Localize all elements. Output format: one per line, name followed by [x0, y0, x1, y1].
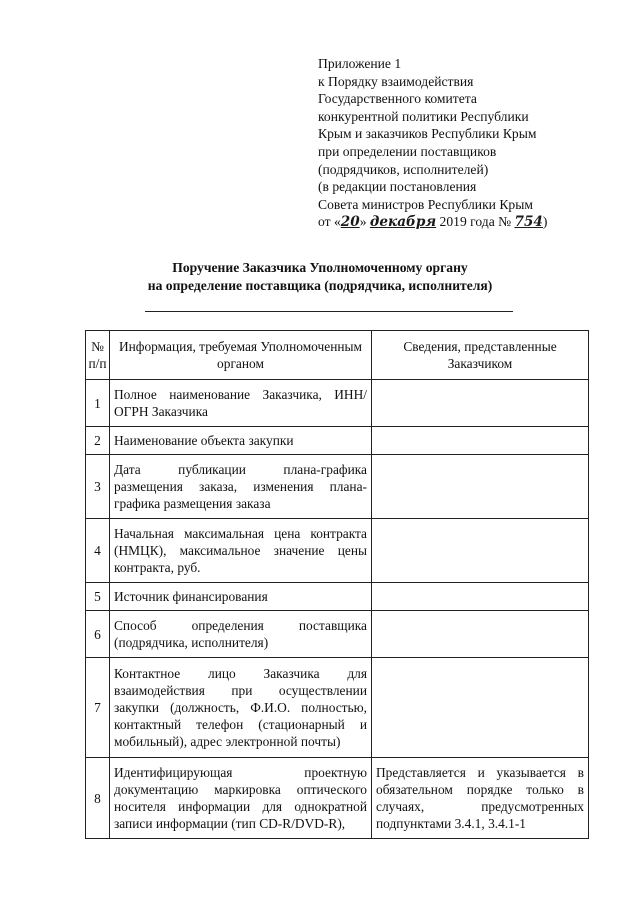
row-details	[372, 380, 589, 427]
appendix-line: к Порядку взаимодействия	[318, 73, 474, 89]
title-rule	[145, 311, 513, 312]
document-title	[0, 259, 640, 295]
title-line-2: на определение поставщика (подрядчика, исполнителя)	[147, 278, 493, 293]
row-info: Начальная максимальная цена контракта (НМЦК), максимальное значение цены контракта, руб.	[110, 519, 372, 583]
row-num: 6	[86, 611, 110, 658]
row-details	[372, 611, 589, 658]
appendix-date-line	[318, 213, 547, 232]
row-info: Контактное лицо Заказчика для взаимодействия при осуществлении закупки (должность, Ф.И.О. полностью, контактный телефон (стационарный и мобильный), адрес электронной почты)	[110, 658, 372, 758]
table-row	[86, 380, 589, 427]
handwritten-number: 754	[514, 214, 543, 231]
row-info: Наименование объекта закупки	[110, 427, 372, 455]
row-info: Идентифицирующая проектную документацию маркировка оптического носителя информации для однократной записи информации (тип CD-R/DVD-R),	[110, 758, 372, 839]
row-num: 5	[86, 583, 110, 611]
row-num: 7	[86, 658, 110, 758]
row-num: 2	[86, 427, 110, 455]
handwritten-month: декабря	[369, 214, 437, 231]
date-prefix: от «	[318, 214, 341, 230]
order-table	[85, 330, 589, 839]
row-num: 1	[86, 380, 110, 427]
table-row	[86, 519, 589, 583]
table-row	[86, 583, 589, 611]
header-details: Сведения, представленные Заказчиком	[372, 331, 589, 380]
row-info: Источник финансирования	[110, 583, 372, 611]
table-row	[86, 658, 589, 758]
row-details	[372, 519, 589, 583]
date-close: )	[542, 214, 548, 230]
appendix-line: при определении поставщиков	[318, 143, 497, 159]
row-num: 8	[86, 758, 110, 839]
handwritten-day: 20	[340, 214, 360, 231]
title-line-1: Поручение Заказчика Уполномоченному органу	[172, 260, 468, 275]
appendix-line: Государственного комитета	[318, 91, 477, 107]
row-details: Представляется и указывается в обязательном порядке только в случаях, предусмотренных подпунктами 3.4.1, 3.4.1-1	[372, 758, 589, 839]
row-num: 4	[86, 519, 110, 583]
table-row	[86, 455, 589, 519]
row-info: Способ определения поставщика (подрядчика, исполнителя)	[110, 611, 372, 658]
date-quote-close: »	[359, 214, 367, 230]
table-row	[86, 758, 589, 839]
table-row	[86, 427, 589, 455]
header-info: Информация, требуемая Уполномоченным органом	[110, 331, 372, 380]
appendix-line: Приложение 1	[318, 56, 402, 71]
appendix-block	[318, 55, 547, 232]
appendix-line: Совета министров Республики Крым	[318, 196, 533, 212]
appendix-line: конкурентной политики Республики	[318, 108, 529, 124]
date-year: 2019 года №	[439, 214, 512, 230]
appendix-line: (подрядчиков, исполнителей)	[318, 161, 489, 177]
table-header-row	[86, 331, 589, 380]
row-num: 3	[86, 455, 110, 519]
row-details	[372, 583, 589, 611]
row-details	[372, 455, 589, 519]
row-details	[372, 658, 589, 758]
row-info: Полное наименование Заказчика, ИНН/ОГРН Заказчика	[110, 380, 372, 427]
row-details	[372, 427, 589, 455]
appendix-line: (в редакции постановления	[318, 179, 477, 195]
header-num: № п/п	[86, 331, 110, 380]
appendix-line: Крым и заказчиков Республики Крым	[318, 126, 537, 142]
table-row	[86, 611, 589, 658]
row-info: Дата публикации плана-графика размещения заказа, изменения плана-графика размещения заказа	[110, 455, 372, 519]
